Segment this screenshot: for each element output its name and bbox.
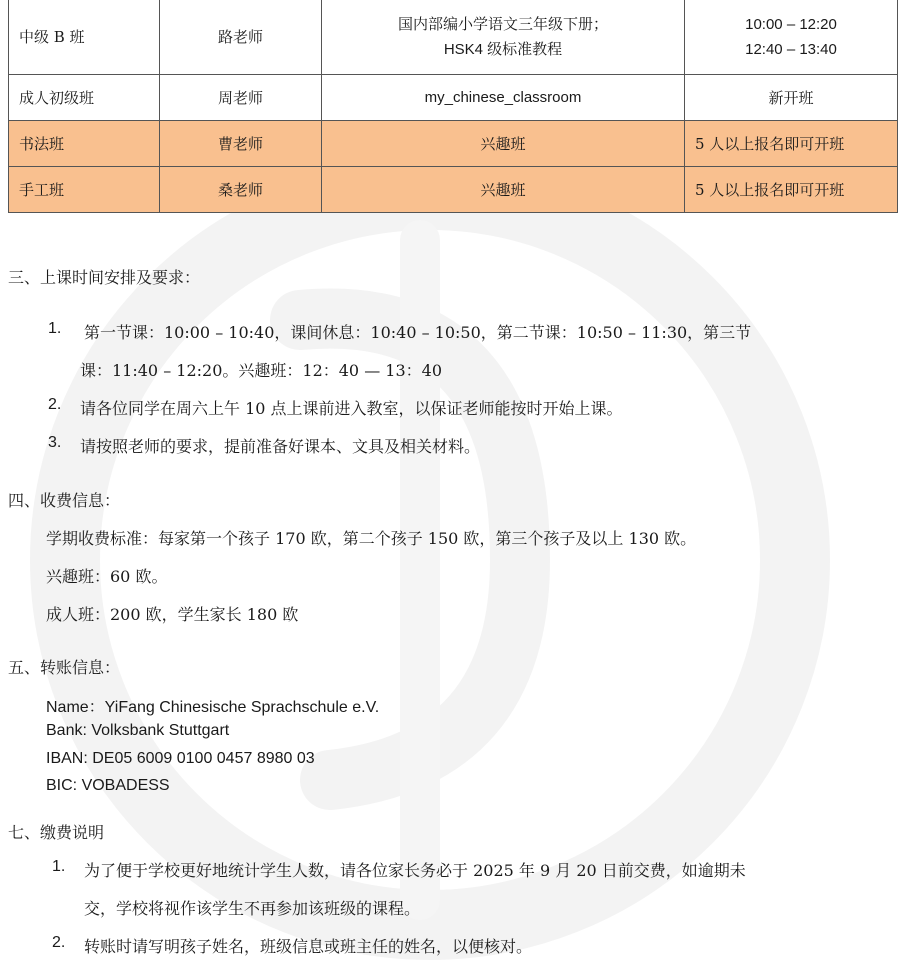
list-item: 第一节课：10:00 – 10:40，课间休息：10:40 – 10:50，第二节课：10:50 – 11:30，第三节: [84, 323, 752, 342]
material-line: 国内部编小学语文三年级下册；: [397, 14, 608, 33]
list-number: 3.: [48, 434, 62, 451]
fee-line: 兴趣班：60 欧。: [46, 567, 168, 586]
section-7-heading: 七、缴费说明: [8, 823, 105, 842]
list-number: 2.: [48, 396, 62, 413]
material-line: HSK4 级标准教程: [443, 40, 563, 58]
fee-line: 学期收费标准：每家第一个孩子 170 欧，第二个孩子 150 欧，第三个孩子及以上 130 欧。: [46, 529, 697, 548]
list-number: 2.: [52, 934, 66, 951]
material-cell: [322, 0, 685, 75]
table-row: [9, 0, 898, 75]
teacher-cell: 路老师: [160, 0, 322, 75]
class-name-cell: 成人初级班: [9, 75, 160, 121]
time-line: 10:00 – 12:20: [745, 15, 837, 33]
time-cell: [685, 0, 898, 75]
teacher-cell: 桑老师: [160, 167, 322, 213]
time-cell: 新开班: [685, 75, 898, 121]
material-cell: 兴趣班: [322, 167, 685, 213]
table-row: [9, 121, 898, 167]
list-number: 1.: [52, 858, 66, 875]
table-row: [9, 167, 898, 213]
table-row: [9, 75, 898, 121]
bank-line: Bank: Volksbank Stuttgart: [46, 722, 230, 739]
material-cell: 兴趣班: [322, 121, 685, 167]
class-name-cell: 手工班: [9, 167, 160, 213]
time-cell: 5 人以上报名即可开班: [685, 121, 898, 167]
class-table: [8, 0, 898, 213]
time-cell: 5 人以上报名即可开班: [685, 167, 898, 213]
section-4-heading: 四、收费信息：: [8, 491, 121, 510]
bank-name-line: Name：YiFang Chinesische Sprachschule e.V.: [46, 699, 380, 716]
list-item: 转账时请写明孩子姓名，班级信息或班主任的姓名，以便核对。: [84, 937, 533, 956]
bic-line: BIC: VOBADESS: [46, 777, 170, 794]
teacher-cell: 周老师: [160, 75, 322, 121]
teacher-cell: 曹老师: [160, 121, 322, 167]
fee-line: 成人班：200 欧，学生家长 180 欧: [46, 605, 299, 624]
time-line: 12:40 – 13:40: [745, 40, 837, 58]
class-name-cell: 书法班: [9, 121, 160, 167]
list-item: 请按照老师的要求，提前准备好课本、文具及相关材料。: [80, 437, 481, 456]
list-number: 1.: [48, 320, 62, 337]
list-item-continuation: 交，学校将视作该学生不再参加该班级的课程。: [84, 899, 421, 918]
class-name-cell: 中级 B 班: [9, 0, 160, 75]
section-5-heading: 五、转账信息：: [8, 658, 121, 677]
list-item-continuation: 课：11:40 – 12:20。兴趣班：12：40 — 13：40: [80, 361, 443, 380]
list-item: 请各位同学在周六上午 10 点上课前进入教室，以保证老师能按时开始上课。: [80, 399, 623, 418]
list-item: 为了便于学校更好地统计学生人数，请各位家长务必于 2025 年 9 月 20 日前交费，如逾期未: [84, 861, 746, 880]
material-cell: my_chinese_classroom: [322, 75, 685, 121]
section-3-heading: 三、上课时间安排及要求：: [8, 268, 201, 287]
iban-line: IBAN: DE05 6009 0100 0457 8980 03: [46, 750, 315, 767]
